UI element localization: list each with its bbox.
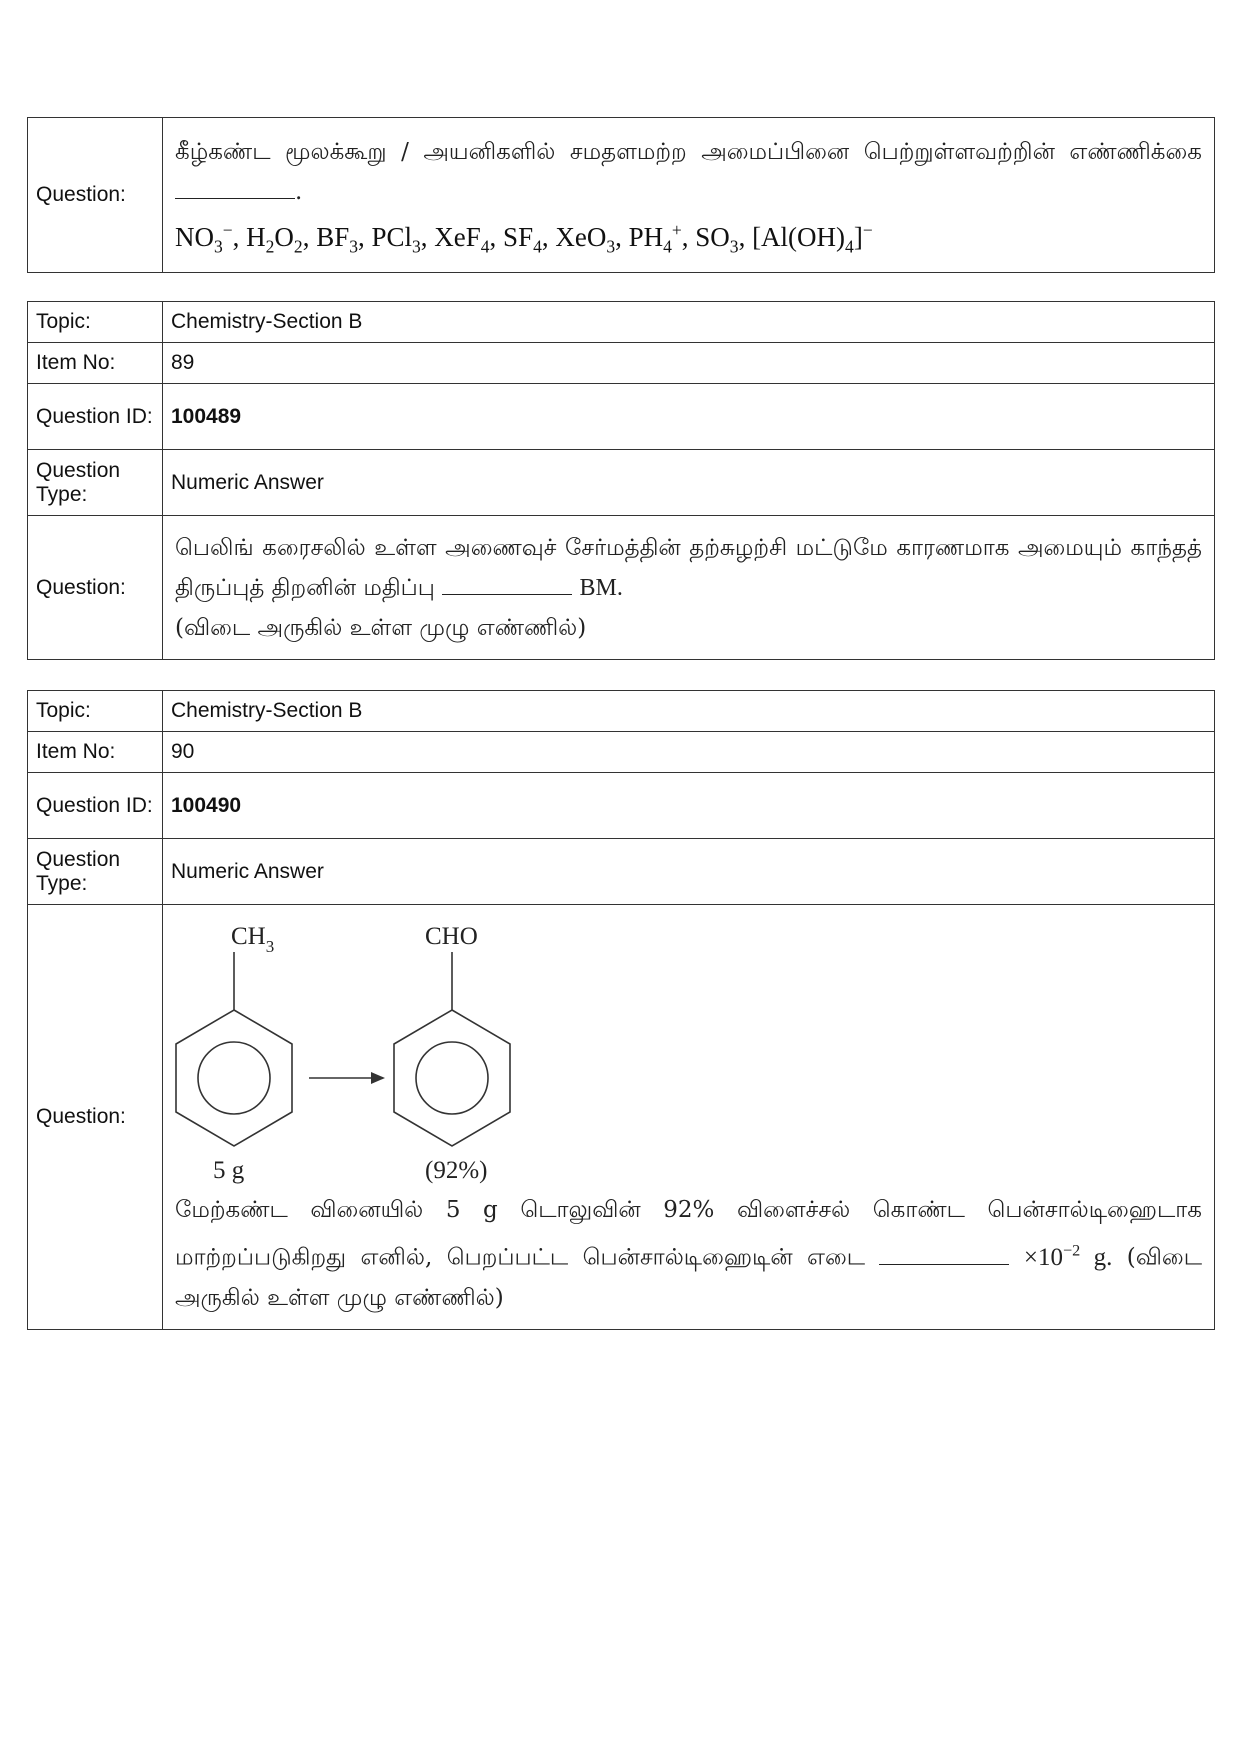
question-content	[163, 118, 1215, 273]
question-type-value: Numeric Answer	[163, 450, 1215, 516]
item-no-label: Item No:	[28, 343, 163, 384]
topic-label: Topic:	[28, 691, 163, 732]
question-id-value: 100489	[163, 384, 1215, 450]
item-no-value: 90	[163, 732, 1215, 773]
question-label: Question:	[28, 905, 163, 1330]
question-id-label: Question ID:	[28, 773, 163, 839]
question-id-value: 100490	[163, 773, 1215, 839]
answer-hint: (விடை அருகில் உள்ள முழு எண்ணில்)	[175, 614, 587, 641]
product-benzene-ring	[394, 1010, 510, 1146]
question-text: கீழ்கண்ட மூலக்கூறு / அயனிகளில் சமதளமற்ற அமைப்பினை பெற்றுள்ளவற்றின் எண்ணிக்கை .	[175, 139, 1202, 206]
reaction-arrowhead	[371, 1072, 385, 1084]
reactant-methyl-label: $CH_3$	[231, 923, 275, 957]
species-list: $NO_3^-$, $H_2O_2$, $BF_3$, PCl$_3$, XeF$_4$, $SF_4$, XeO$_3$, $PH_4^+$, $SO_3$, $[Al(OH)_4]^-$	[175, 220, 873, 257]
question-block-2	[27, 301, 1215, 660]
question-content	[163, 905, 1215, 1330]
question-text: பெலிங் கரைசலில் உள்ள அணைவுச் சேர்மத்தின் தற்சுழற்சி மட்டுமே காரணமாக அமையும் காந்தத் திருப்புத் திறனின் மதிப்பு BM.	[175, 534, 1202, 601]
question-content	[163, 516, 1215, 660]
reactant-aromatic-circle	[198, 1042, 270, 1114]
topic-value: Chemistry-Section B	[163, 691, 1215, 732]
reactant-benzene-ring	[176, 1010, 292, 1146]
question-type-label: Question Type:	[28, 450, 163, 516]
topic-value: Chemistry-Section B	[163, 302, 1215, 343]
product-aromatic-circle	[416, 1042, 488, 1114]
question-block-1	[27, 117, 1215, 273]
item-no-label: Item No:	[28, 732, 163, 773]
question-text: மேற்கண்ட வினையில் 5 g டொலுவின் 92% விளைச்சல் கொண்ட பென்சால்டிஹைடாக மாற்றப்படுகிறது எனில், பெறப்பட்ட பென்சால்டிஹைடின் எடை $\times 10^{-2}$ g. (விடை அருகில் உள்ள முழு எண்ணில்)	[175, 1197, 1203, 1311]
question-block-3	[27, 690, 1215, 1330]
question-label: Question:	[28, 118, 163, 273]
question-type-label: Question Type:	[28, 839, 163, 905]
question-type-value: Numeric Answer	[163, 839, 1215, 905]
product-yield-label: (92%)	[425, 1157, 488, 1185]
question-label: Question:	[28, 516, 163, 660]
topic-label: Topic:	[28, 302, 163, 343]
question-id-label: Question ID:	[28, 384, 163, 450]
reactant-mass-label: 5 g	[213, 1157, 245, 1185]
reaction-diagram	[175, 916, 535, 1186]
product-aldehyde-label: CHO	[425, 923, 478, 951]
item-no-value: 89	[163, 343, 1215, 384]
